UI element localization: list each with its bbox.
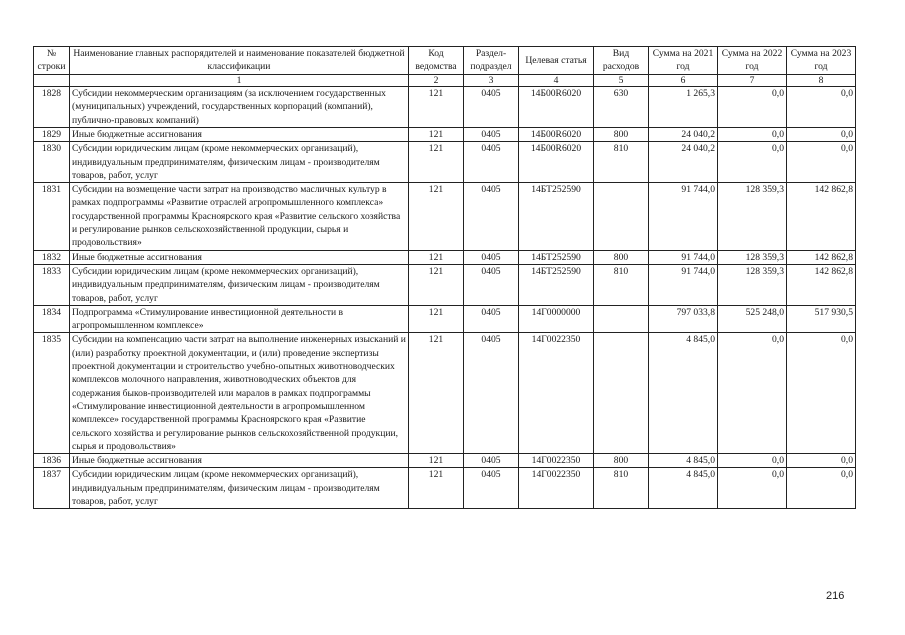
row-number: 1829 [34, 127, 70, 141]
target-article: 14БТ252590 [519, 250, 594, 264]
indicator-name: Субсидии на возмещение части затрат на производство масличных культур в рамках подпрограммы «Развитие отраслей агропромышленного комплекса» государственной программы Красноярского края «Развитие сельского хозяйства и регулирование рынков сельскохозяйственной продукции, сырья и продовольствия» [70, 183, 409, 250]
header-row-number: № строки [34, 47, 70, 75]
indicator-name: Субсидии некоммерческим организациям (за исключением государственных (муниципальных) учреждений, государственных корпораций (компаний), публично-правовых компаний) [70, 87, 409, 128]
sum-2023: 142 862,8 [787, 250, 856, 264]
sum-2022: 0,0 [718, 454, 787, 468]
sum-2021: 797 033,8 [649, 305, 718, 333]
expense-type [594, 333, 649, 454]
section-code: 0405 [464, 87, 519, 128]
section-code: 0405 [464, 142, 519, 183]
row-number: 1833 [34, 264, 70, 305]
department-code: 121 [409, 305, 464, 333]
header-sum-2022: Сумма на 2022 год [718, 47, 787, 75]
sum-2023: 517 930,5 [787, 305, 856, 333]
table-body [34, 87, 856, 509]
section-code: 0405 [464, 250, 519, 264]
section-code: 0405 [464, 468, 519, 509]
column-number: 3 [464, 74, 519, 87]
row-number: 1834 [34, 305, 70, 333]
table-row [34, 87, 856, 128]
section-code: 0405 [464, 454, 519, 468]
budget-table [33, 46, 856, 509]
header-target-article: Целевая статья [519, 47, 594, 75]
row-number: 1830 [34, 142, 70, 183]
expense-type: 630 [594, 87, 649, 128]
column-number-blank [34, 74, 70, 87]
table-row [34, 333, 856, 454]
sum-2022: 0,0 [718, 127, 787, 141]
table-row [34, 250, 856, 264]
header-row [34, 47, 856, 75]
sum-2023: 142 862,8 [787, 264, 856, 305]
sum-2023: 0,0 [787, 333, 856, 454]
department-code: 121 [409, 183, 464, 250]
column-number: 1 [70, 74, 409, 87]
row-number: 1828 [34, 87, 70, 128]
header-expense-type: Вид расходов [594, 47, 649, 75]
sum-2021: 24 040,2 [649, 127, 718, 141]
indicator-name: Субсидии на компенсацию части затрат на выполнение инженерных изысканий и (или) разработку проектной документации, и (или) проведение экспертизы проектной документации и строительство учебно-опытных животноводческих комплексов молочного направления, животноводческих объектов для содержания быков-производителей или маралов в рамках подпрограммы «Стимулирование инвестиционной деятельности в агропромышленном комплексе» государственной программы Красноярского края «Развитие сельского хозяйства и регулирование рынков сельскохозяйственной продукции, сырья и продовольствия» [70, 333, 409, 454]
sum-2023: 0,0 [787, 87, 856, 128]
sum-2021: 4 845,0 [649, 333, 718, 454]
indicator-name: Иные бюджетные ассигнования [70, 127, 409, 141]
sum-2021: 91 744,0 [649, 250, 718, 264]
sum-2021: 24 040,2 [649, 142, 718, 183]
department-code: 121 [409, 87, 464, 128]
sum-2022: 0,0 [718, 87, 787, 128]
expense-type: 800 [594, 250, 649, 264]
target-article: 14Г0022350 [519, 454, 594, 468]
sum-2022: 128 359,3 [718, 250, 787, 264]
department-code: 121 [409, 468, 464, 509]
sum-2022: 0,0 [718, 333, 787, 454]
target-article: 14Г0022350 [519, 333, 594, 454]
section-code: 0405 [464, 305, 519, 333]
indicator-name: Подпрограмма «Стимулирование инвестиционной деятельности в агропромышленном комплексе» [70, 305, 409, 333]
row-number: 1831 [34, 183, 70, 250]
department-code: 121 [409, 454, 464, 468]
sum-2023: 0,0 [787, 468, 856, 509]
header-sum-2023: Сумма на 2023 год [787, 47, 856, 75]
sum-2023: 0,0 [787, 142, 856, 183]
sum-2021: 91 744,0 [649, 183, 718, 250]
table-row [34, 264, 856, 305]
target-article: 14Б00R6020 [519, 127, 594, 141]
sum-2021: 1 265,3 [649, 87, 718, 128]
row-number: 1837 [34, 468, 70, 509]
indicator-name: Субсидии юридическим лицам (кроме некоммерческих организаций), индивидуальным предпринимателям, физическим лицам - производителям товаров, работ, услуг [70, 468, 409, 509]
sum-2023: 0,0 [787, 127, 856, 141]
department-code: 121 [409, 127, 464, 141]
expense-type: 810 [594, 142, 649, 183]
sum-2022: 0,0 [718, 142, 787, 183]
sum-2023: 0,0 [787, 454, 856, 468]
department-code: 121 [409, 142, 464, 183]
sum-2022: 128 359,3 [718, 183, 787, 250]
row-number: 1835 [34, 333, 70, 454]
target-article: 14БТ252590 [519, 183, 594, 250]
column-number: 8 [787, 74, 856, 87]
indicator-name: Субсидии юридическим лицам (кроме некоммерческих организаций), индивидуальным предпринимателям, физическим лицам - производителям товаров, работ, услуг [70, 264, 409, 305]
section-code: 0405 [464, 333, 519, 454]
indicator-name: Иные бюджетные ассигнования [70, 454, 409, 468]
target-article: 14Г0000000 [519, 305, 594, 333]
indicator-name: Субсидии юридическим лицам (кроме некоммерческих организаций), индивидуальным предпринимателям, физическим лицам - производителям товаров, работ, услуг [70, 142, 409, 183]
target-article: 14Б00R6020 [519, 142, 594, 183]
column-number: 2 [409, 74, 464, 87]
table-row [34, 454, 856, 468]
table-row [34, 468, 856, 509]
table-row [34, 305, 856, 333]
header-name: Наименование главных распорядителей и наименование показателей бюджетной классификации [70, 47, 409, 75]
sum-2022: 128 359,3 [718, 264, 787, 305]
indicator-name: Иные бюджетные ассигнования [70, 250, 409, 264]
expense-type: 800 [594, 454, 649, 468]
row-number: 1836 [34, 454, 70, 468]
table-row [34, 142, 856, 183]
header-sum-2021: Сумма на 2021 год [649, 47, 718, 75]
header-section: Раздел-подраздел [464, 47, 519, 75]
target-article: 14БТ252590 [519, 264, 594, 305]
sum-2023: 142 862,8 [787, 183, 856, 250]
column-numbers-row [34, 74, 856, 87]
expense-type: 800 [594, 127, 649, 141]
sum-2022: 525 248,0 [718, 305, 787, 333]
department-code: 121 [409, 333, 464, 454]
column-number: 6 [649, 74, 718, 87]
department-code: 121 [409, 250, 464, 264]
sum-2021: 4 845,0 [649, 468, 718, 509]
header-department-code: Код ведомства [409, 47, 464, 75]
expense-type: 810 [594, 264, 649, 305]
sum-2022: 0,0 [718, 468, 787, 509]
column-number: 5 [594, 74, 649, 87]
column-number: 4 [519, 74, 594, 87]
row-number: 1832 [34, 250, 70, 264]
table-row [34, 183, 856, 250]
column-number: 7 [718, 74, 787, 87]
sum-2021: 91 744,0 [649, 264, 718, 305]
expense-type [594, 305, 649, 333]
expense-type: 810 [594, 468, 649, 509]
sum-2021: 4 845,0 [649, 454, 718, 468]
target-article: 14Г0022350 [519, 468, 594, 509]
page-number: 216 [826, 590, 845, 602]
table-row [34, 127, 856, 141]
expense-type [594, 183, 649, 250]
section-code: 0405 [464, 127, 519, 141]
section-code: 0405 [464, 183, 519, 250]
department-code: 121 [409, 264, 464, 305]
target-article: 14Б00R6020 [519, 87, 594, 128]
section-code: 0405 [464, 264, 519, 305]
